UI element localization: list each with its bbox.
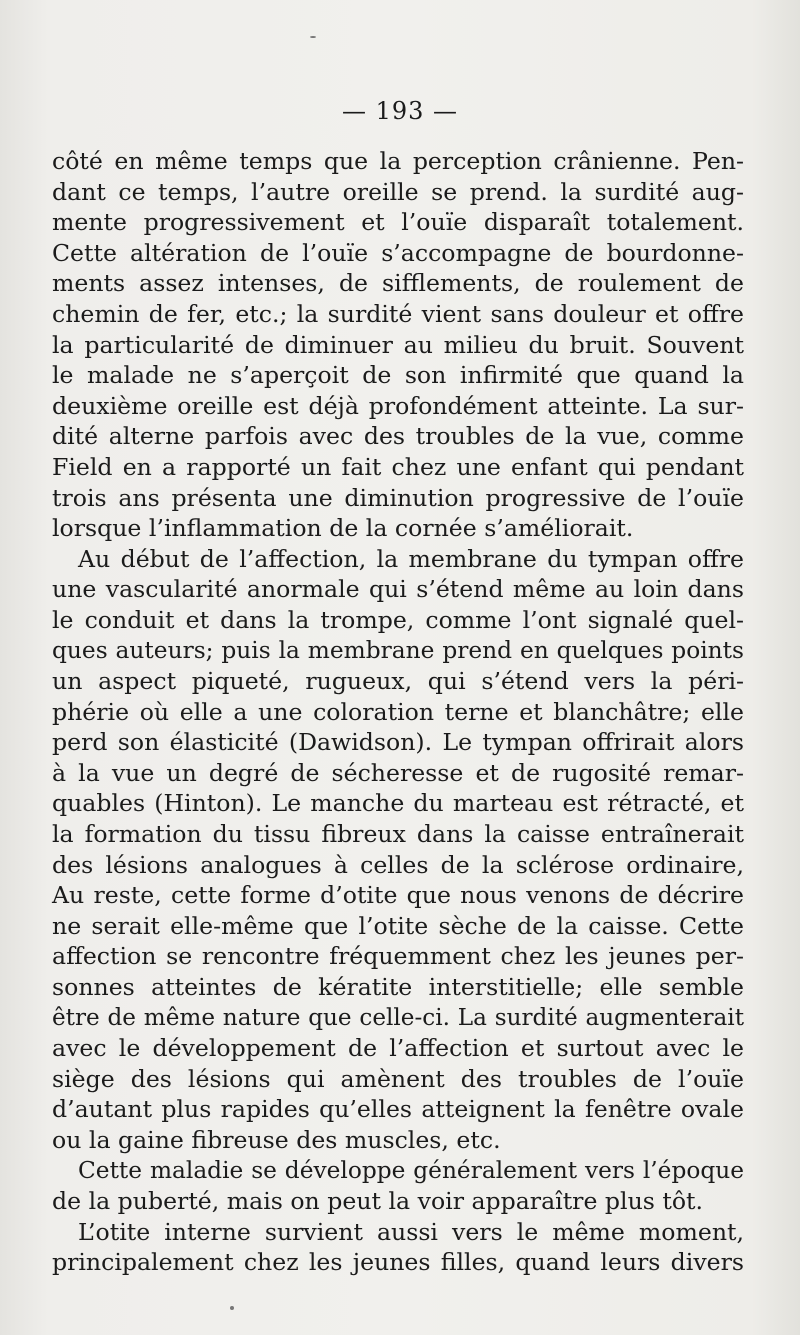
text-line: principalement chez les jeunes filles, quand leurs divers [52, 1248, 744, 1277]
text-line: chemin de fer, etc.; la surdité vient sans douleur et offre [52, 299, 744, 328]
text-line: ques auteurs; puis la membrane prend en quelques points [52, 636, 744, 664]
text-line: affection se rencontre fréquemment chez les jeunes per- [52, 942, 744, 971]
text-line: ments assez intenses, de sifflements, de roulement de [52, 269, 744, 298]
text-line: être de même nature que celle-ci. La surdité augmenterait [52, 1004, 744, 1031]
text-line: sonnes atteintes de kératite interstitielle; elle semble [52, 973, 744, 1002]
text-line: ou la gaine fibreuse des muscles, etc. [52, 1126, 501, 1154]
text-line: un aspect piqueté, rugueux, qui s’étend vers la péri- [52, 667, 744, 696]
print-speck [230, 1306, 234, 1310]
text-line: lorsque l’inflammation de la cornée s’améliorait. [52, 514, 634, 543]
text-line: L’otite interne survient aussi vers le même moment, [78, 1217, 744, 1246]
paragraph [52, 1217, 744, 1278]
page-number: — 193 — [341, 97, 459, 125]
paragraph [52, 146, 744, 544]
text-line: de la puberté, mais on peut la voir apparaître plus tôt. [52, 1187, 704, 1216]
text-line: le conduit et dans la trompe, comme l’ont signalé quel- [52, 605, 744, 634]
text-line: le malade ne s’aperçoit de son infirmité que quand la [52, 361, 744, 390]
body-text [52, 146, 744, 1278]
text-line: siège des lésions qui amènent des troubles de l’ouïe [52, 1064, 744, 1093]
paragraph [52, 544, 744, 1156]
text-line: d’autant plus rapides qu’elles atteignent la fenêtre ovale [52, 1095, 744, 1124]
text-line: avec le développement de l’affection et surtout avec le [52, 1034, 744, 1063]
text-line: côté en même temps que la perception crânienne. Pen- [52, 147, 744, 175]
text-line: Cette maladie se développe généralement vers l’époque [78, 1156, 744, 1184]
text-line: dité alterne parfois avec des troubles de la vue, comme [52, 422, 744, 451]
text-line: trois ans présenta une diminution progressive de l’ouïe [52, 483, 744, 512]
print-speck [310, 36, 316, 38]
text-line: Au début de l’affection, la membrane du tympan offre [78, 544, 744, 573]
paragraph [52, 1156, 744, 1217]
text-line: à la vue un degré de sécheresse et de rugosité remar- [52, 758, 744, 787]
text-line: mente progressivement et l’ouïe disparaît totalement. [52, 208, 744, 237]
text-line: une vascularité anormale qui s’étend même au loin dans [52, 575, 744, 604]
text-line: phérie où elle a une coloration terne et blanchâtre; elle [52, 697, 744, 726]
text-line: Field en a rapporté un fait chez une enfant qui pendant [52, 452, 744, 481]
text-line: perd son élasticité (Dawidson). Le tympan offrirait alors [52, 728, 744, 757]
text-line: Au reste, cette forme d’otite que nous venons de décrire [52, 881, 744, 910]
text-line: dant ce temps, l’autre oreille se prend. la surdité aug- [52, 177, 744, 206]
text-line: des lésions analogues à celles de la sclérose ordinaire, [52, 850, 744, 879]
text-line: la particularité de diminuer au milieu du bruit. Souvent [52, 330, 744, 359]
text-line: la formation du tissu fibreux dans la caisse entraînerait [52, 820, 744, 849]
text-line: ne serait elle-même que l’otite sèche de la caisse. Cette [52, 911, 744, 940]
text-line: quables (Hinton). Le manche du marteau est rétracté, et [52, 789, 744, 818]
text-line: Cette altération de l’ouïe s’accompagne de bourdonne- [52, 238, 744, 267]
text-line: deuxième oreille est déjà profondément atteinte. La sur- [52, 391, 744, 420]
